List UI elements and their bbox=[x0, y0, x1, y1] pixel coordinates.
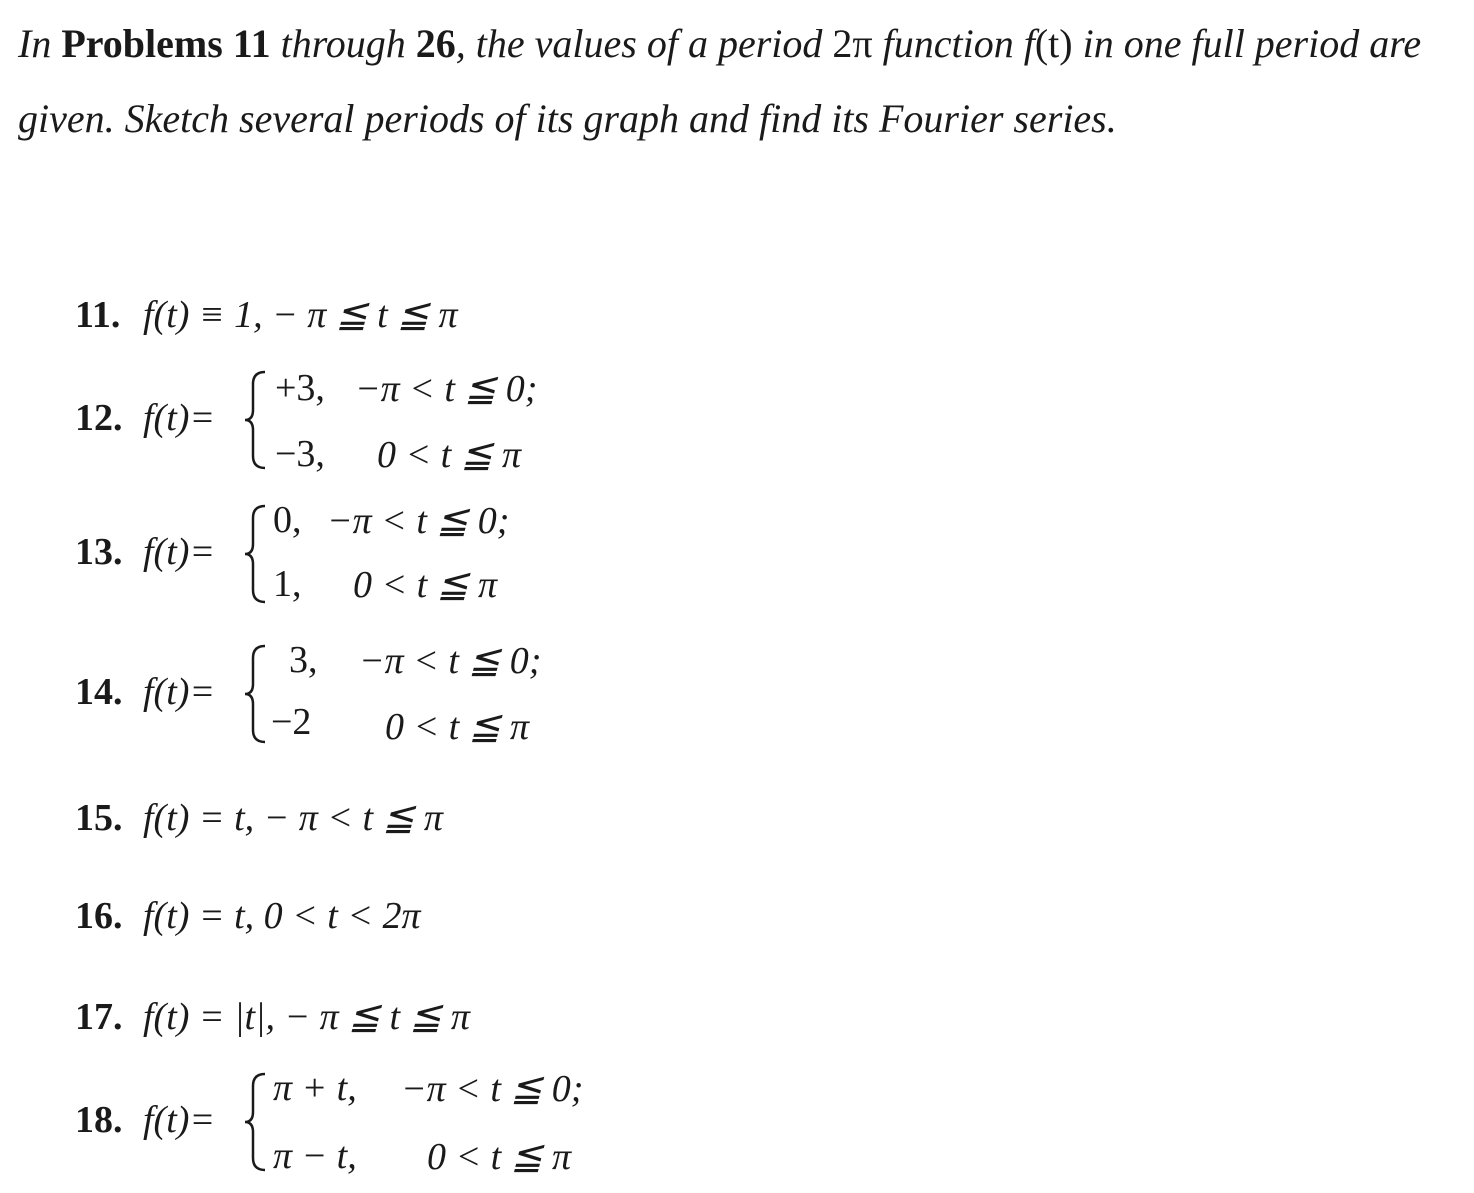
problem-number: 18. bbox=[75, 1099, 123, 1141]
case-condition: 0 < t ≦ π bbox=[385, 706, 530, 748]
problem-number: 17. bbox=[75, 996, 123, 1038]
intro-period: 2π bbox=[832, 21, 873, 66]
problem-number: 15. bbox=[75, 797, 123, 839]
problem-number: 16. bbox=[75, 895, 123, 937]
problem-expression: f(t) = t, 0 < t < 2π bbox=[143, 895, 421, 937]
problem-14 bbox=[75, 638, 775, 748]
problem-expression: f(t) = t, − π < t ≦ π bbox=[143, 797, 443, 839]
intro-text: , the values of a period bbox=[455, 21, 833, 66]
intro-bold-end: 26 bbox=[415, 21, 456, 66]
case-condition: 0 < t ≦ π bbox=[377, 434, 522, 476]
problem-number: 11. bbox=[75, 294, 121, 336]
case-value: −2 bbox=[271, 701, 312, 743]
case-value: −3, bbox=[275, 433, 325, 475]
intro-bold-range: Problems 11 bbox=[61, 21, 271, 66]
case-value: 1, bbox=[273, 563, 302, 605]
case-condition: −π < t ≦ 0; bbox=[359, 640, 542, 682]
function-lhs: f(t)= bbox=[143, 531, 216, 573]
intro-text: in one full period are given. Sketch several periods of its graph and find its Fourier series. bbox=[18, 21, 1422, 141]
case-condition: 0 < t ≦ π bbox=[353, 564, 498, 606]
problem-17 bbox=[75, 994, 470, 1039]
left-brace-icon bbox=[241, 642, 269, 746]
problem-11 bbox=[75, 292, 458, 337]
case-value: π + t, bbox=[273, 1067, 357, 1109]
problem-number: 13. bbox=[75, 531, 123, 573]
problem-15 bbox=[75, 795, 443, 840]
intro-text: In bbox=[18, 21, 62, 66]
case-condition: −π < t ≦ 0; bbox=[355, 368, 538, 410]
instructions-paragraph bbox=[18, 6, 1458, 156]
left-brace-icon bbox=[241, 368, 269, 472]
case-condition: −π < t ≦ 0; bbox=[327, 500, 510, 542]
case-condition: −π < t ≦ 0; bbox=[401, 1068, 584, 1110]
intro-text: function bbox=[872, 21, 1024, 66]
case-value: +3, bbox=[275, 367, 325, 409]
intro-function-arg: (t) bbox=[1034, 21, 1073, 66]
problem-16 bbox=[75, 894, 421, 938]
problem-18 bbox=[75, 1066, 775, 1178]
function-lhs: f(t)= bbox=[143, 1099, 216, 1141]
case-value: 3, bbox=[289, 639, 318, 681]
problem-number: 14. bbox=[75, 671, 123, 713]
case-condition: 0 < t ≦ π bbox=[427, 1136, 572, 1178]
left-brace-icon bbox=[241, 502, 269, 606]
problem-number: 12. bbox=[75, 397, 123, 439]
problem-12 bbox=[75, 366, 775, 476]
function-lhs: f(t)= bbox=[143, 671, 216, 713]
intro-text: through bbox=[270, 21, 416, 66]
problem-expression: f(t) = |t|, − π ≦ t ≦ π bbox=[143, 996, 470, 1038]
problem-expression: f(t) ≡ 1, − π ≦ t ≦ π bbox=[143, 294, 458, 336]
left-brace-icon bbox=[241, 1070, 269, 1174]
function-lhs: f(t)= bbox=[143, 397, 216, 439]
case-value: 0, bbox=[273, 499, 302, 541]
intro-function: f bbox=[1023, 21, 1035, 66]
case-value: π − t, bbox=[273, 1135, 357, 1177]
problem-13 bbox=[75, 498, 775, 608]
